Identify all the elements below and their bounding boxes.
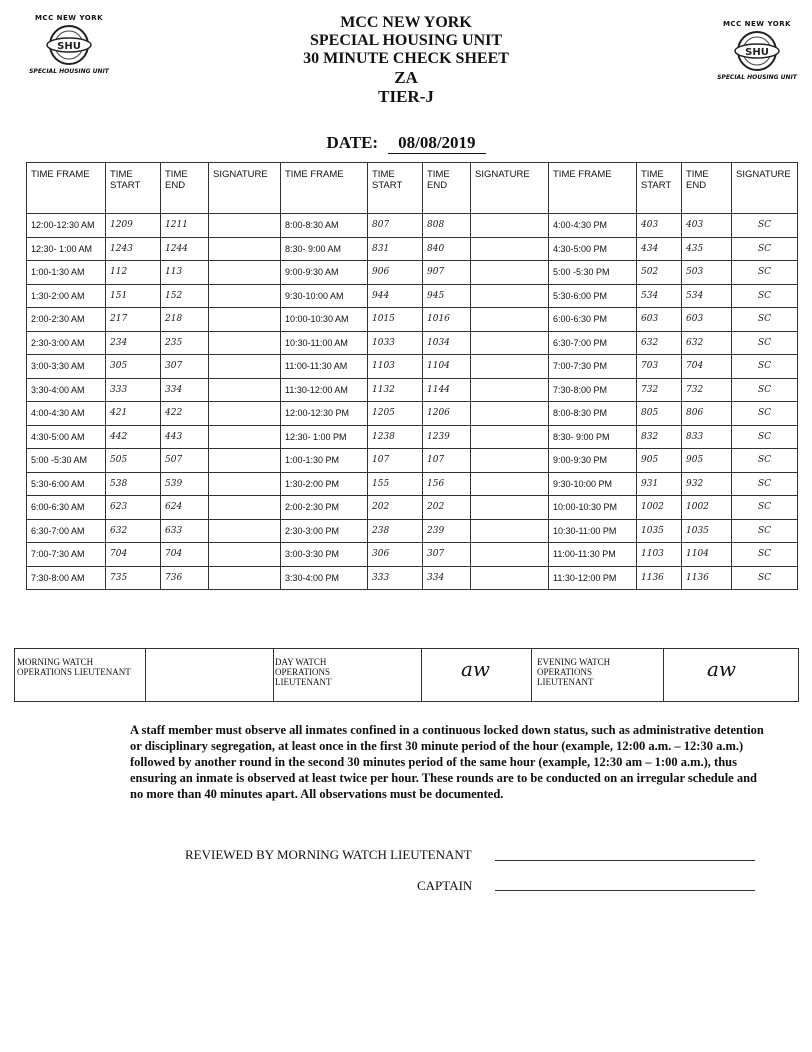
signature-cell[interactable]: SC xyxy=(732,237,798,261)
time-frame-cell: 3:00-3:30 PM xyxy=(281,543,368,567)
time-start-cell[interactable]: 505 xyxy=(106,449,161,473)
time-start-cell[interactable]: 732 xyxy=(637,378,682,402)
time-start-cell[interactable]: 107 xyxy=(368,449,423,473)
time-end-cell[interactable]: 905 xyxy=(682,449,732,473)
time-frame-cell: 3:00-3:30 AM xyxy=(27,355,106,379)
column-header: TIME START xyxy=(106,163,161,214)
signature-cell[interactable]: SC xyxy=(732,425,798,449)
column-header: SIGNATURE xyxy=(209,163,281,214)
column-header: TIME END xyxy=(423,163,471,214)
time-end-cell[interactable]: 704 xyxy=(682,355,732,379)
time-start-cell[interactable]: 1015 xyxy=(368,308,423,332)
time-frame-cell: 4:30-5:00 PM xyxy=(549,237,637,261)
date-line xyxy=(0,133,812,154)
lieutenant-signoff-row xyxy=(14,648,799,702)
signature-cell[interactable]: SC xyxy=(732,378,798,402)
time-start-cell[interactable]: 632 xyxy=(637,331,682,355)
day-lt-sig-cell[interactable] xyxy=(421,649,532,701)
logo-badge-text: SHU xyxy=(57,41,81,52)
signature-cell[interactable]: SC xyxy=(732,519,798,543)
time-frame-cell: 2:30-3:00 PM xyxy=(281,519,368,543)
signature-cell[interactable] xyxy=(471,496,549,520)
table-row xyxy=(27,284,798,308)
time-frame-cell: 9:30-10:00 PM xyxy=(549,472,637,496)
time-end-cell[interactable]: 334 xyxy=(161,378,209,402)
table-row xyxy=(27,261,798,285)
time-end-cell[interactable]: 235 xyxy=(161,331,209,355)
header-line5: TIER-J xyxy=(378,87,434,106)
time-start-cell[interactable]: 1103 xyxy=(637,543,682,567)
morning-lt-label-cell xyxy=(15,649,146,701)
time-frame-cell: 12:30- 1:00 AM xyxy=(27,237,106,261)
document-header xyxy=(250,14,562,106)
time-start-cell[interactable]: 805 xyxy=(637,402,682,426)
signature-cell[interactable]: SC xyxy=(732,496,798,520)
time-frame-cell: 4:30-5:00 AM xyxy=(27,425,106,449)
signature-cell[interactable] xyxy=(209,284,281,308)
column-header: TIME END xyxy=(161,163,209,214)
signature-cell[interactable] xyxy=(209,402,281,426)
time-start-cell[interactable]: 202 xyxy=(368,496,423,520)
time-end-cell[interactable]: 1239 xyxy=(423,425,471,449)
time-frame-cell: 11:00-11:30 AM xyxy=(281,355,368,379)
header-line1: MCC NEW YORK xyxy=(340,14,472,31)
time-start-cell[interactable]: 906 xyxy=(368,261,423,285)
signature-cell[interactable] xyxy=(209,566,281,590)
logo-top-text: MCC NEW YORK xyxy=(722,20,792,28)
reviewed-by-signature-line[interactable] xyxy=(495,860,755,861)
evening-lt-sig-cell[interactable] xyxy=(663,649,797,701)
time-end-cell[interactable]: 539 xyxy=(161,472,209,496)
evening-lt-label-cell xyxy=(531,649,664,701)
signature-cell[interactable]: SC xyxy=(732,355,798,379)
time-frame-cell: 12:30- 1:00 PM xyxy=(281,425,368,449)
time-frame-cell: 6:00-6:30 PM xyxy=(549,308,637,332)
time-start-cell[interactable]: 931 xyxy=(637,472,682,496)
signature-cell[interactable] xyxy=(471,331,549,355)
table-row xyxy=(27,519,798,543)
time-end-cell[interactable]: 1002 xyxy=(682,496,732,520)
time-start-cell[interactable]: 1209 xyxy=(106,214,161,238)
time-frame-cell: 8:00-8:30 PM xyxy=(549,402,637,426)
table-row xyxy=(27,449,798,473)
time-start-cell[interactable]: 442 xyxy=(106,425,161,449)
time-frame-cell: 10:00-10:30 PM xyxy=(549,496,637,520)
time-end-cell[interactable]: 307 xyxy=(161,355,209,379)
table-row xyxy=(27,566,798,590)
check-sheet-table xyxy=(26,162,798,590)
time-end-cell[interactable]: 239 xyxy=(423,519,471,543)
table-header-row xyxy=(27,163,798,214)
time-start-cell[interactable]: 534 xyxy=(637,284,682,308)
time-start-cell[interactable]: 1002 xyxy=(637,496,682,520)
time-frame-cell: 4:00-4:30 AM xyxy=(27,402,106,426)
time-start-cell[interactable]: 112 xyxy=(106,261,161,285)
time-start-cell[interactable]: 1243 xyxy=(106,237,161,261)
signature-cell[interactable] xyxy=(471,214,549,238)
table-row xyxy=(27,496,798,520)
time-end-cell[interactable]: 907 xyxy=(423,261,471,285)
signature-cell[interactable] xyxy=(471,449,549,473)
signature-cell[interactable] xyxy=(209,496,281,520)
signature-cell[interactable]: SC xyxy=(732,308,798,332)
time-start-cell[interactable]: 704 xyxy=(106,543,161,567)
time-end-cell[interactable]: 1206 xyxy=(423,402,471,426)
time-start-cell[interactable]: 1033 xyxy=(368,331,423,355)
time-end-cell[interactable]: 1211 xyxy=(161,214,209,238)
signature-cell[interactable] xyxy=(209,543,281,567)
time-frame-cell: 8:30- 9:00 PM xyxy=(549,425,637,449)
signature-cell[interactable] xyxy=(471,402,549,426)
time-frame-cell: 9:00-9:30 AM xyxy=(281,261,368,285)
signature-cell[interactable] xyxy=(471,566,549,590)
time-start-cell[interactable]: 502 xyxy=(637,261,682,285)
time-start-cell[interactable]: 1103 xyxy=(368,355,423,379)
time-frame-cell: 6:30-7:00 AM xyxy=(27,519,106,543)
signature-cell[interactable]: SC xyxy=(732,331,798,355)
captain-label: CAPTAIN xyxy=(417,878,473,893)
time-start-cell[interactable]: 832 xyxy=(637,425,682,449)
header-line4: ZA xyxy=(394,68,418,87)
signature-cell[interactable] xyxy=(209,378,281,402)
time-frame-cell: 8:30- 9:00 AM xyxy=(281,237,368,261)
table-row xyxy=(27,402,798,426)
signature-cell[interactable]: SC xyxy=(732,214,798,238)
date-label: DATE: xyxy=(326,133,379,152)
column-header: TIME START xyxy=(368,163,423,214)
signature-cell[interactable]: SC xyxy=(732,449,798,473)
time-end-cell[interactable]: 202 xyxy=(423,496,471,520)
shu-badge-icon xyxy=(44,24,94,66)
day-lt-label: DAY WATCH OPERATIONS LIEUTENANT xyxy=(275,657,332,687)
time-end-cell[interactable]: 1144 xyxy=(423,378,471,402)
signature-cell[interactable] xyxy=(471,355,549,379)
column-header: SIGNATURE xyxy=(471,163,549,214)
logo-top-text: MCC NEW YORK xyxy=(34,14,104,22)
time-end-cell[interactable]: 624 xyxy=(161,496,209,520)
time-start-cell[interactable]: 538 xyxy=(106,472,161,496)
signature-cell[interactable] xyxy=(471,237,549,261)
signature-cell[interactable] xyxy=(471,378,549,402)
time-start-cell[interactable]: 735 xyxy=(106,566,161,590)
time-start-cell[interactable]: 623 xyxy=(106,496,161,520)
time-end-cell[interactable]: 403 xyxy=(682,214,732,238)
time-start-cell[interactable]: 151 xyxy=(106,284,161,308)
time-end-cell[interactable]: 334 xyxy=(423,566,471,590)
time-frame-cell: 2:30-3:00 AM xyxy=(27,331,106,355)
signature-cell[interactable] xyxy=(209,331,281,355)
column-header: TIME START xyxy=(637,163,682,214)
time-end-cell[interactable]: 443 xyxy=(161,425,209,449)
time-end-cell[interactable]: 632 xyxy=(682,331,732,355)
signature-cell[interactable] xyxy=(209,261,281,285)
table-row xyxy=(27,308,798,332)
time-end-cell[interactable]: 1244 xyxy=(161,237,209,261)
time-frame-cell: 7:00-7:30 PM xyxy=(549,355,637,379)
signature-cell[interactable] xyxy=(209,237,281,261)
signature-cell[interactable] xyxy=(471,425,549,449)
time-end-cell[interactable]: 633 xyxy=(161,519,209,543)
signature-cell[interactable] xyxy=(471,284,549,308)
table-row xyxy=(27,331,798,355)
time-start-cell[interactable]: 333 xyxy=(106,378,161,402)
time-start-cell[interactable]: 306 xyxy=(368,543,423,567)
time-start-cell[interactable]: 831 xyxy=(368,237,423,261)
signature-cell[interactable]: SC xyxy=(732,566,798,590)
time-end-cell[interactable]: 534 xyxy=(682,284,732,308)
time-start-cell[interactable]: 905 xyxy=(637,449,682,473)
time-start-cell[interactable]: 305 xyxy=(106,355,161,379)
time-end-cell[interactable]: 932 xyxy=(682,472,732,496)
morning-lt-sig-cell[interactable] xyxy=(145,649,274,701)
time-frame-cell: 11:30-12:00 AM xyxy=(281,378,368,402)
time-frame-cell: 5:30-6:00 PM xyxy=(549,284,637,308)
time-end-cell[interactable]: 603 xyxy=(682,308,732,332)
time-end-cell[interactable]: 507 xyxy=(161,449,209,473)
table-row xyxy=(27,378,798,402)
time-start-cell[interactable]: 217 xyxy=(106,308,161,332)
table-row xyxy=(27,214,798,238)
signature-cell[interactable] xyxy=(209,214,281,238)
time-end-cell[interactable]: 107 xyxy=(423,449,471,473)
reviewed-by-label: REVIEWED BY MORNING WATCH LIEUTENANT xyxy=(185,847,472,862)
date-value: 08/08/2019 xyxy=(388,133,485,154)
time-start-cell[interactable]: 1238 xyxy=(368,425,423,449)
time-frame-cell: 4:00-4:30 PM xyxy=(549,214,637,238)
time-frame-cell: 1:30-2:00 PM xyxy=(281,472,368,496)
time-start-cell[interactable]: 632 xyxy=(106,519,161,543)
table-row xyxy=(27,543,798,567)
instructions-paragraph: A staff member must observe all inmates confined in a continuous locked down status, such as administrative detention or disciplinary segregation, at least once in the first 30 minute period of the hour (example, 12:00 a.m. – 12:30 a.m.) followed by another round in the second 30 minutes period of the same hour (example, 12:30 am – 1:00 a.m.), thus ensuring an inmate is observed at least twice per hour. These rounds are to be conducted on an irregular schedule and no more than 40 minutes apart. All observations must be documented. xyxy=(130,723,764,801)
column-header: TIME FRAME xyxy=(281,163,368,214)
time-end-cell[interactable]: 1104 xyxy=(682,543,732,567)
time-start-cell[interactable]: 155 xyxy=(368,472,423,496)
time-frame-cell: 2:00-2:30 PM xyxy=(281,496,368,520)
signature-cell[interactable] xyxy=(209,425,281,449)
time-start-cell[interactable]: 1035 xyxy=(637,519,682,543)
time-frame-cell: 11:30-12:00 PM xyxy=(549,566,637,590)
signature-cell[interactable] xyxy=(471,261,549,285)
time-start-cell[interactable]: 603 xyxy=(637,308,682,332)
signature-cell[interactable] xyxy=(209,472,281,496)
time-start-cell[interactable]: 703 xyxy=(637,355,682,379)
signature-cell[interactable]: SC xyxy=(732,402,798,426)
evening-lt-label: EVENING WATCH OPERATIONS LIEUTENANT xyxy=(537,657,611,687)
time-frame-cell: 6:30-7:00 PM xyxy=(549,331,637,355)
captain-signature-line[interactable] xyxy=(495,890,755,891)
time-frame-cell: 8:00-8:30 AM xyxy=(281,214,368,238)
time-end-cell[interactable]: 422 xyxy=(161,402,209,426)
signature-cell[interactable] xyxy=(471,472,549,496)
time-start-cell[interactable]: 1205 xyxy=(368,402,423,426)
time-frame-cell: 7:00-7:30 AM xyxy=(27,543,106,567)
time-end-cell[interactable]: 1104 xyxy=(423,355,471,379)
signature-cell[interactable]: SC xyxy=(732,284,798,308)
logo-right xyxy=(712,20,802,81)
table-row xyxy=(27,472,798,496)
time-frame-cell: 7:30-8:00 PM xyxy=(549,378,637,402)
signature-cell[interactable] xyxy=(471,543,549,567)
time-start-cell[interactable]: 1132 xyxy=(368,378,423,402)
signature-cell[interactable] xyxy=(471,519,549,543)
logo-badge-text: SHU xyxy=(745,47,769,58)
column-header: TIME FRAME xyxy=(27,163,106,214)
time-start-cell[interactable]: 403 xyxy=(637,214,682,238)
signature-cell[interactable] xyxy=(209,519,281,543)
time-end-cell[interactable]: 1035 xyxy=(682,519,732,543)
time-frame-cell: 10:30-11:00 PM xyxy=(549,519,637,543)
morning-lt-label: MORNING WATCH OPERATIONS LIEUTENANT xyxy=(17,657,131,677)
time-frame-cell: 12:00-12:30 AM xyxy=(27,214,106,238)
time-frame-cell: 1:00-1:30 PM xyxy=(281,449,368,473)
time-frame-cell: 11:00-11:30 PM xyxy=(549,543,637,567)
time-end-cell[interactable]: 833 xyxy=(682,425,732,449)
signature-cell[interactable] xyxy=(209,355,281,379)
day-lt-initials: aw xyxy=(461,657,491,681)
time-frame-cell: 10:00-10:30 AM xyxy=(281,308,368,332)
time-frame-cell: 5:30-6:00 AM xyxy=(27,472,106,496)
time-end-cell[interactable]: 840 xyxy=(423,237,471,261)
evening-lt-initials: aw xyxy=(707,657,737,681)
time-frame-cell: 5:00 -5:30 AM xyxy=(27,449,106,473)
time-start-cell[interactable]: 238 xyxy=(368,519,423,543)
signature-cell[interactable] xyxy=(209,308,281,332)
time-start-cell[interactable]: 434 xyxy=(637,237,682,261)
time-frame-cell: 9:00-9:30 PM xyxy=(549,449,637,473)
time-frame-cell: 3:30-4:00 PM xyxy=(281,566,368,590)
time-frame-cell: 2:00-2:30 AM xyxy=(27,308,106,332)
time-end-cell[interactable]: 218 xyxy=(161,308,209,332)
table-row xyxy=(27,355,798,379)
time-end-cell[interactable]: 1136 xyxy=(682,566,732,590)
time-frame-cell: 10:30-11:00 AM xyxy=(281,331,368,355)
time-end-cell[interactable]: 435 xyxy=(682,237,732,261)
time-end-cell[interactable]: 808 xyxy=(423,214,471,238)
signature-cell[interactable]: SC xyxy=(732,261,798,285)
time-end-cell[interactable]: 1016 xyxy=(423,308,471,332)
time-end-cell[interactable]: 113 xyxy=(161,261,209,285)
time-start-cell[interactable]: 333 xyxy=(368,566,423,590)
time-frame-cell: 5:00 -5:30 PM xyxy=(549,261,637,285)
time-start-cell[interactable]: 944 xyxy=(368,284,423,308)
logo-bottom-text: SPECIAL HOUSING UNIT xyxy=(29,68,109,75)
signature-cell[interactable]: SC xyxy=(732,543,798,567)
signature-cell[interactable] xyxy=(209,449,281,473)
time-frame-cell: 9:30-10:00 AM xyxy=(281,284,368,308)
time-end-cell[interactable]: 704 xyxy=(161,543,209,567)
time-end-cell[interactable]: 503 xyxy=(682,261,732,285)
signature-cell[interactable] xyxy=(471,308,549,332)
time-frame-cell: 3:30-4:00 AM xyxy=(27,378,106,402)
column-header: SIGNATURE xyxy=(732,163,798,214)
table-row xyxy=(27,237,798,261)
signature-cell[interactable]: SC xyxy=(732,472,798,496)
time-start-cell[interactable]: 1136 xyxy=(637,566,682,590)
column-header: TIME END xyxy=(682,163,732,214)
time-end-cell[interactable]: 806 xyxy=(682,402,732,426)
time-frame-cell: 6:00-6:30 AM xyxy=(27,496,106,520)
time-start-cell[interactable]: 807 xyxy=(368,214,423,238)
table-row xyxy=(27,425,798,449)
logo-bottom-text: SPECIAL HOUSING UNIT xyxy=(717,74,797,81)
header-line3: 30 MINUTE CHECK SHEET xyxy=(303,50,509,67)
time-start-cell[interactable]: 421 xyxy=(106,402,161,426)
logo-left xyxy=(24,14,114,75)
time-end-cell[interactable]: 732 xyxy=(682,378,732,402)
time-start-cell[interactable]: 234 xyxy=(106,331,161,355)
time-end-cell[interactable]: 1034 xyxy=(423,331,471,355)
shu-badge-icon xyxy=(732,30,782,72)
time-frame-cell: 1:30-2:00 AM xyxy=(27,284,106,308)
time-frame-cell: 12:00-12:30 PM xyxy=(281,402,368,426)
time-frame-cell: 7:30-8:00 AM xyxy=(27,566,106,590)
time-end-cell[interactable]: 945 xyxy=(423,284,471,308)
time-end-cell[interactable]: 307 xyxy=(423,543,471,567)
time-end-cell[interactable]: 152 xyxy=(161,284,209,308)
time-end-cell[interactable]: 156 xyxy=(423,472,471,496)
time-frame-cell: 1:00-1:30 AM xyxy=(27,261,106,285)
day-lt-label-cell xyxy=(273,649,422,701)
column-header: TIME FRAME xyxy=(549,163,637,214)
time-end-cell[interactable]: 736 xyxy=(161,566,209,590)
header-line2: SPECIAL HOUSING UNIT xyxy=(309,32,503,49)
